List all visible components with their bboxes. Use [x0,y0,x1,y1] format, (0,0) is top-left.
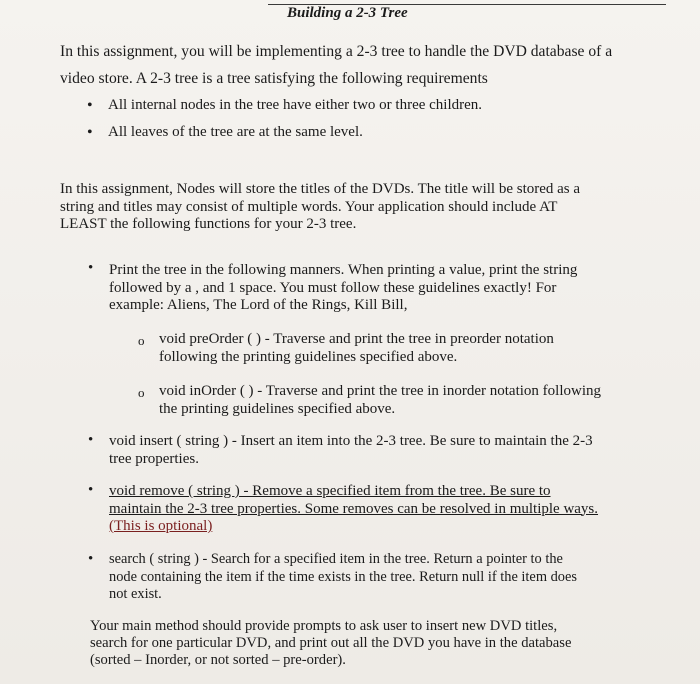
print-line-1: Print the tree in the following manners. When printing a value, print the string [109,262,578,278]
main-line-2: search for one particular DVD, and print out all the DVD you have in the database [90,635,572,651]
remove-line-2: maintain the 2-3 tree properties. Some removes can be resolved in multiple ways. [109,500,599,517]
page-title: Building a 2-3 Tree [287,5,408,21]
search-line-3: not exist. [109,586,162,602]
requirement-text: All leaves of the tree are at the same level. [108,124,363,140]
inorder-line-1: void inOrder ( ) - Traverse and print the tree in inorder notation following [159,383,601,399]
requirement-text: All internal nodes in the tree have either two or three children. [108,97,483,113]
print-line-3: example: Aliens, The Lord of the Rings, Kill Bill, [109,297,408,313]
nodes-line-1: In this assignment, Nodes will store the titles of the DVDs. The title will be stored as a [60,181,581,197]
main-line-1: Your main method should provide prompts to ask user to insert new DVD titles, [90,618,558,634]
requirements-list [60,92,660,146]
requirement-item [60,119,660,146]
circle-bullet-icon: o [138,333,145,348]
preorder-item [159,331,659,366]
intro-paragraph [60,38,670,92]
nodes-paragraph [60,181,660,234]
print-tree-item [109,262,669,315]
remove-line-1: void remove ( string ) - Remove a specified item from the tree. Be sure to [109,483,551,499]
bullet-icon: • [87,124,93,141]
nodes-line-3: LEAST the following functions for your 2-3 tree. [60,216,357,232]
insert-item [109,433,669,468]
preorder-line-2: following the printing guidelines specified above. [159,348,458,365]
circle-bullet-icon: o [138,385,145,400]
insert-line-1: void insert ( string ) - Insert an item into the 2-3 tree. Be sure to maintain the 2-3 [109,433,593,449]
main-line-3: (sorted – Inorder, or not sorted – pre-order). [90,652,346,668]
bullet-icon: • [88,432,94,448]
bullet-icon: • [88,260,94,276]
search-line-1: search ( string ) - Search for a specified item in the tree. Return a pointer to the [109,551,563,567]
search-item [109,551,669,604]
main-method-paragraph [90,618,650,669]
search-line-2: node containing the item if the time exists in the tree. Return null if the item does [109,568,577,585]
insert-line-2: tree properties. [109,450,199,467]
bullet-icon: • [88,551,94,567]
intro-line-2: video store. A 2-3 tree is a tree satisfying the following requirements [60,70,488,87]
bullet-icon: • [88,482,94,498]
requirement-item [60,92,660,119]
bullet-icon: • [87,97,93,114]
intro-line-1: In this assignment, you will be implementing a 2-3 tree to handle the DVD database of a [60,43,613,60]
nodes-line-2: string and titles may consist of multiple words. Your application should include AT [60,198,558,215]
inorder-item [159,383,669,418]
inorder-line-2: the printing guidelines specified above. [159,400,396,417]
print-line-2: followed by a , and 1 space. You must follow these guidelines exactly! For [109,279,557,296]
preorder-line-1: void preOrder ( ) - Traverse and print the tree in preorder notation [159,331,554,347]
remove-optional-note: (This is optional) [109,518,213,534]
remove-item [109,483,669,536]
